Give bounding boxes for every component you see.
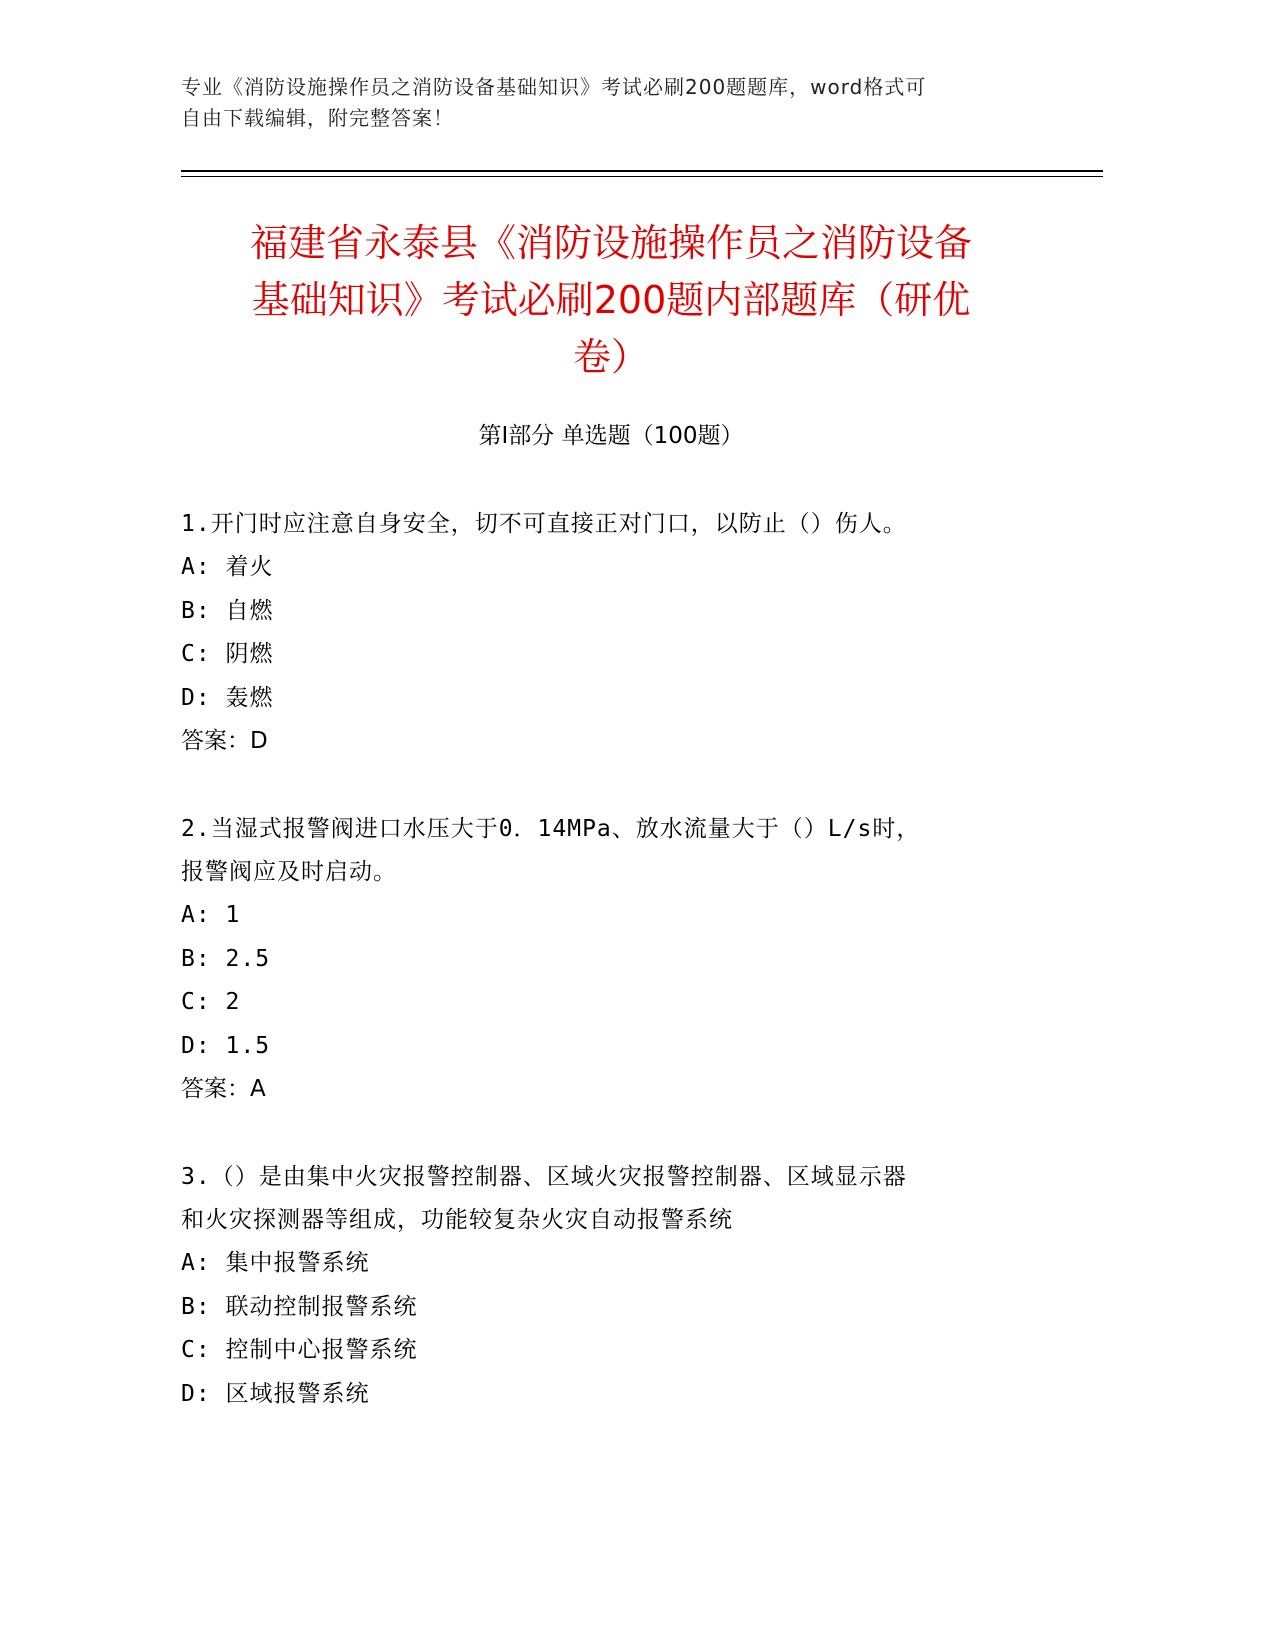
question-text-line-2: 报警阀应及时启动。: [181, 859, 397, 885]
option-a: A: 着火: [181, 554, 274, 580]
option-c: C: 控制中心报警系统: [181, 1337, 418, 1363]
option-c: C: 阴燃: [181, 641, 274, 667]
option-d: D: 1.5: [181, 1032, 271, 1059]
document-title-line-1: 福建省永泰县《消防设施操作员之消防设备: [249, 221, 972, 265]
option-a: A: 集中报警系统: [181, 1250, 370, 1276]
answer: 答案：A: [181, 1076, 266, 1102]
question-text-line-2: 和火灾探测器等组成，功能较复杂火灾自动报警系统: [181, 1207, 733, 1233]
option-c: C: 2: [181, 989, 241, 1015]
header-note-line-2: 自由下载编辑，附完整答案！: [181, 106, 454, 130]
question-text: 1.开门时应注意自身安全，切不可直接正对门口，以防止（）伤人。: [181, 511, 907, 537]
option-b: B: 2.5: [181, 945, 271, 972]
section-title: 第I部分 单选题（100题）: [478, 423, 744, 449]
document-title: [181, 215, 1041, 386]
answer: 答案：D: [181, 728, 268, 754]
question-3: [181, 1156, 1061, 1416]
option-d: D: 区域报警系统: [181, 1380, 370, 1407]
question-text-line-1: 2.当湿式报警阀进口水压大于0．14MPa、放水流量大于（）L/s时，: [181, 816, 921, 842]
document-title-line-3: 卷）: [572, 335, 649, 379]
option-a: A: 1: [181, 902, 241, 928]
header-rule-thick: [181, 170, 1103, 172]
header-note: [181, 72, 1041, 134]
question-text-line-1: 3.（）是由集中火灾报警控制器、区域火灾报警控制器、区域显示器: [181, 1164, 907, 1190]
question-1: [181, 503, 1061, 764]
option-b: B: 自燃: [181, 597, 274, 624]
header-rule-thin: [181, 176, 1103, 177]
option-b: B: 联动控制报警系统: [181, 1293, 418, 1320]
question-2: [181, 808, 1061, 1112]
header-note-line-1: 专业《消防设施操作员之消防设备基础知识》考试必刷200题题库，word格式可: [181, 75, 927, 99]
document-title-line-2: 基础知识》考试必刷200题内部题库（研优: [251, 278, 971, 322]
option-d: D: 轰燃: [181, 684, 274, 711]
